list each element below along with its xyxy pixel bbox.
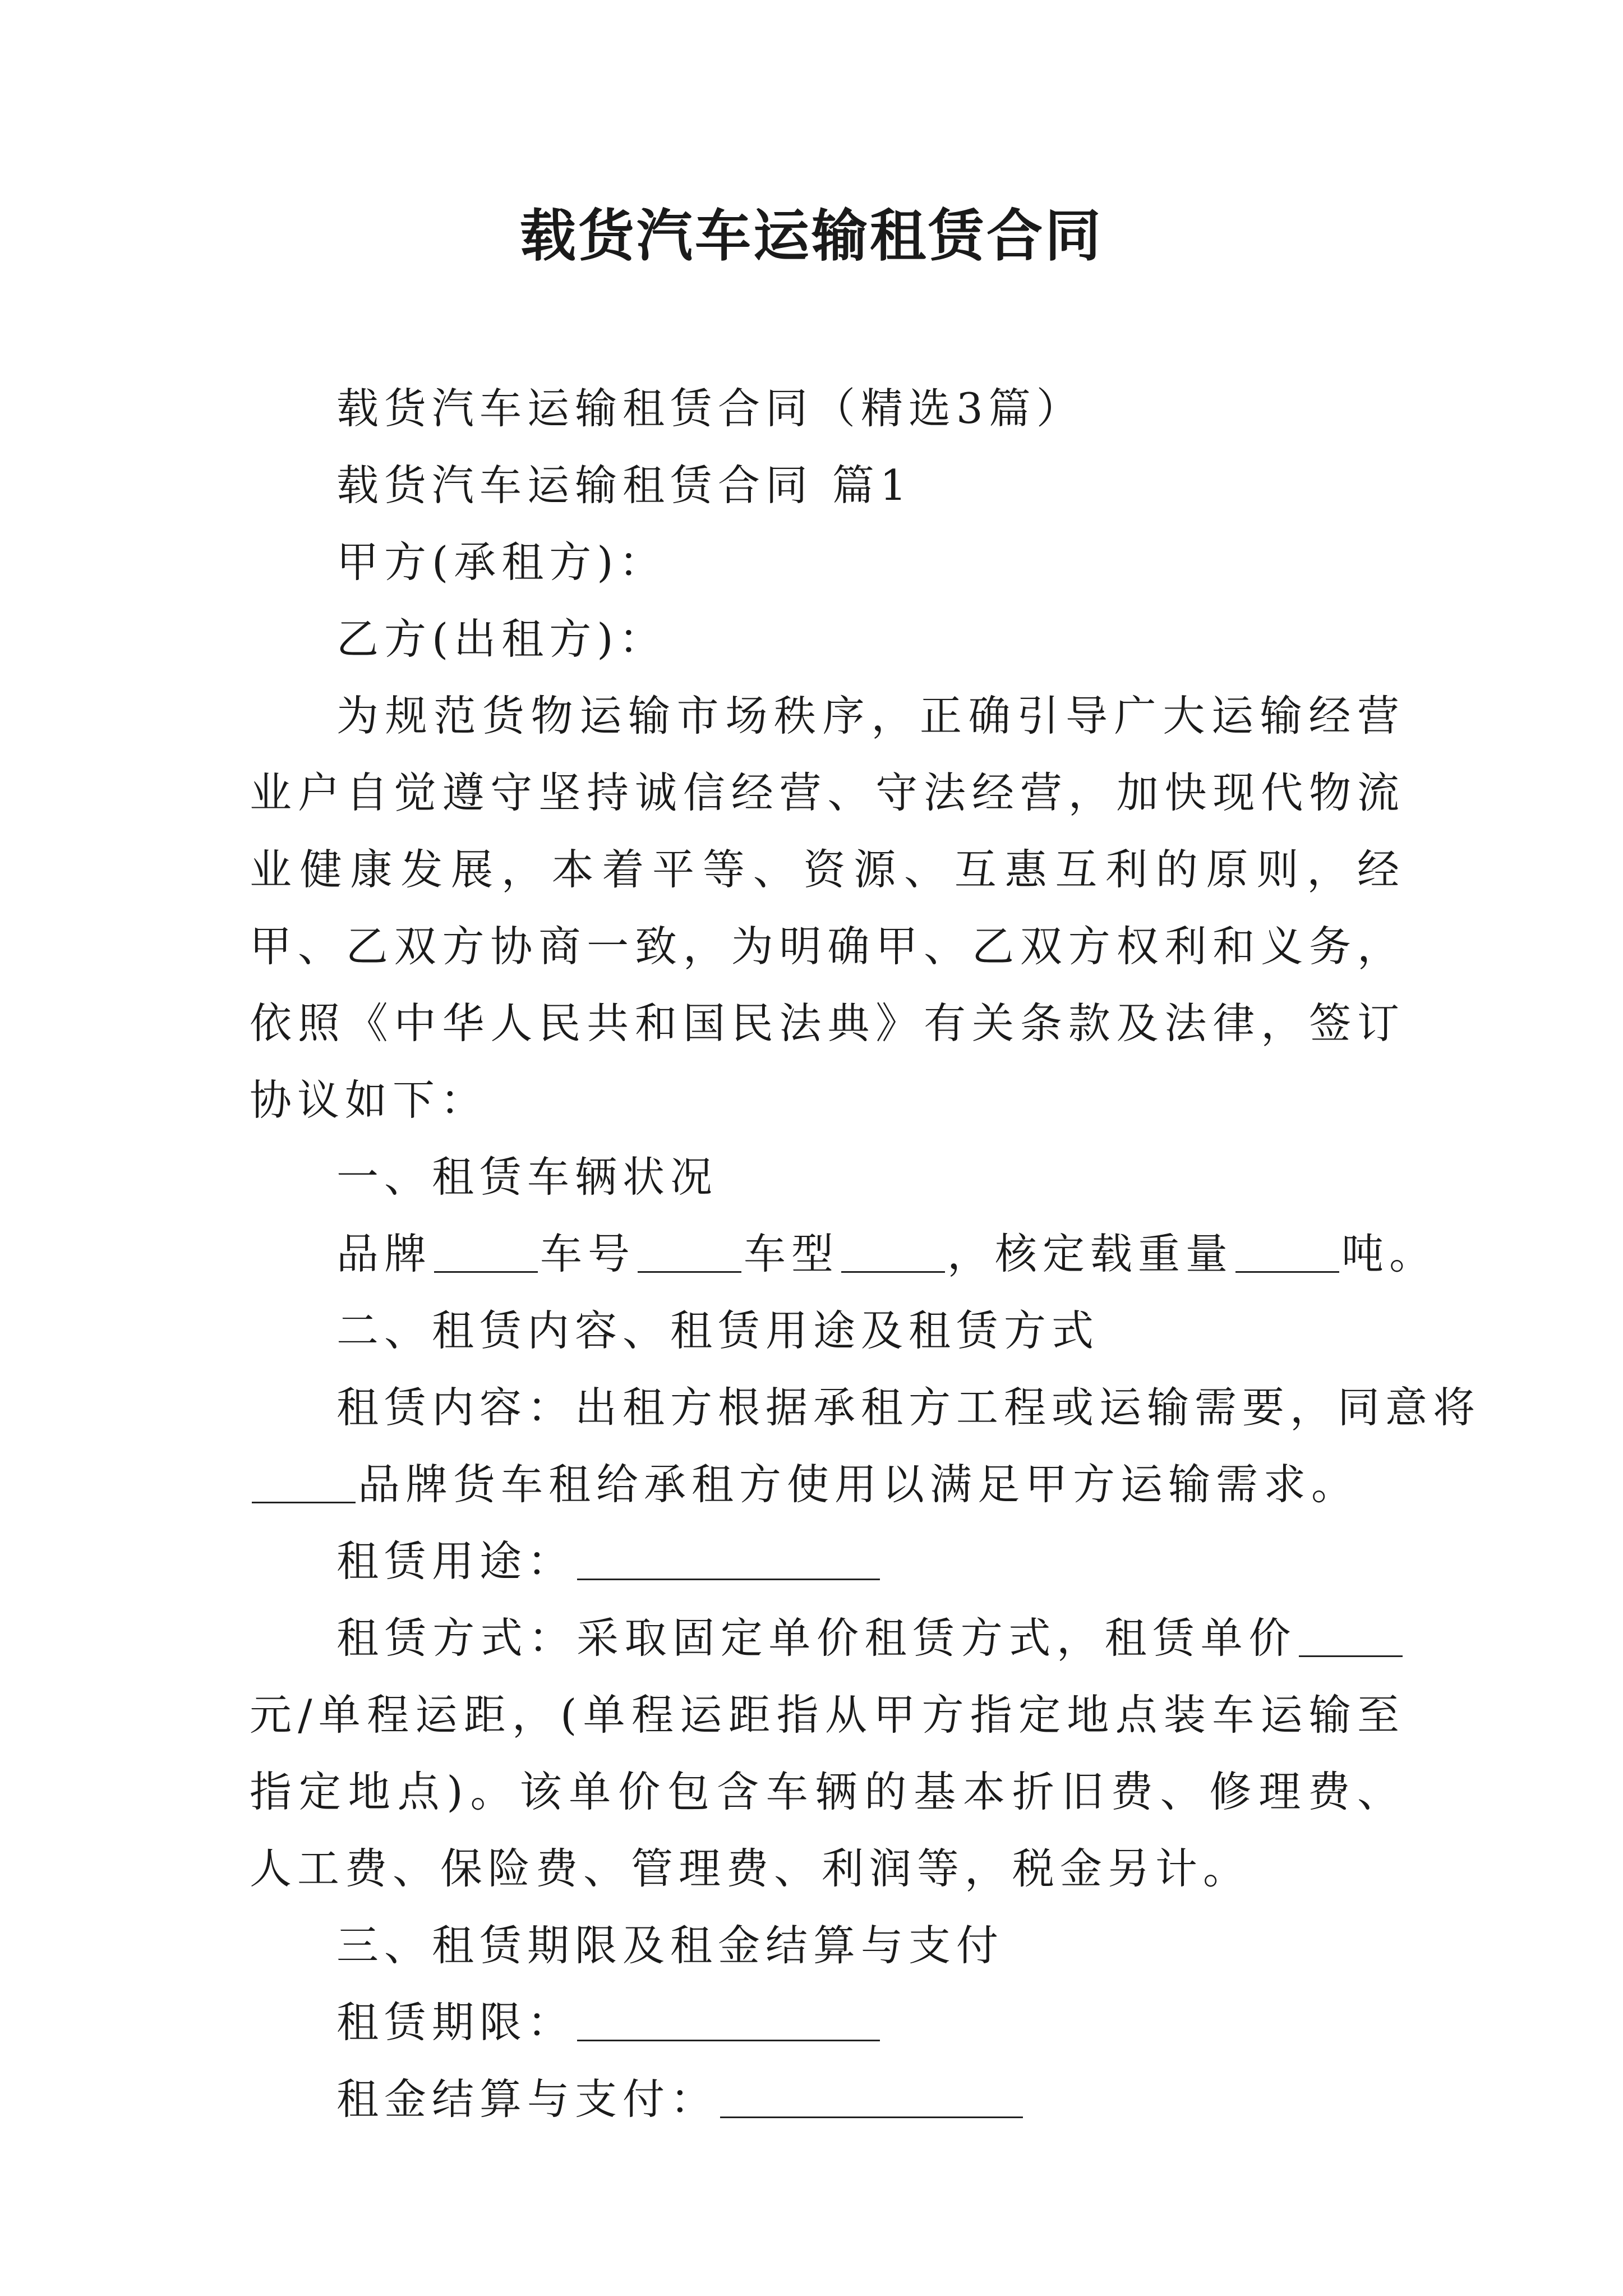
lease-content-line-1: 租赁内容：出租方根据承租方工程或运输需要，同意将 bbox=[336, 1383, 1481, 1432]
lease-content-rest: 品牌货车租给承租方使用以满足甲方运输需求。 bbox=[358, 1460, 1359, 1509]
document-body bbox=[250, 370, 1481, 2138]
party-b-line: 乙方(出租方)： bbox=[336, 614, 667, 664]
section-2-heading: 二、租赁内容、租赁用途及租赁方式 bbox=[336, 1306, 1100, 1355]
payment-label: 租金结算与支付： bbox=[336, 2074, 718, 2124]
lease-usage-line bbox=[250, 1523, 1405, 1600]
brand-label: 品牌 bbox=[336, 1229, 432, 1278]
brand-blank[interactable] bbox=[434, 1229, 538, 1273]
part-heading: 载货汽车运输租赁合同 篇1 bbox=[336, 461, 912, 510]
vehicle-info-line bbox=[250, 1216, 1437, 1292]
payment-blank[interactable] bbox=[720, 2074, 1023, 2118]
method-text-b: 元/单程运距，(单程运距指从甲方指定地点装车运输至指定地点)。该单价包含车辆的基本折旧费、修理费、人工费、保险费、管理费、利润等，税金另计。 bbox=[250, 1690, 1405, 1893]
usage-blank[interactable] bbox=[577, 1536, 880, 1580]
plate-label: 车号 bbox=[540, 1229, 636, 1278]
subtitle: 载货汽车运输租赁合同（精选3篇） bbox=[336, 384, 1084, 433]
usage-label: 租赁用途： bbox=[336, 1536, 575, 1586]
load-blank[interactable] bbox=[1235, 1229, 1339, 1273]
truck-brand-blank[interactable] bbox=[252, 1460, 356, 1503]
unit-price-blank[interactable] bbox=[1299, 1613, 1403, 1657]
lease-method-paragraph bbox=[250, 1600, 1405, 1907]
document-title: 载货汽车运输租赁合同 bbox=[520, 203, 1103, 269]
section-1-heading: 一、租赁车辆状况 bbox=[336, 1152, 718, 1202]
model-blank[interactable] bbox=[841, 1229, 945, 1273]
lease-content-line-2 bbox=[250, 1446, 1405, 1523]
ton-unit: 吨。 bbox=[1341, 1229, 1437, 1278]
method-text-a: 租赁方式：采取固定单价租赁方式，租赁单价 bbox=[336, 1613, 1297, 1663]
term-label: 租赁期限： bbox=[336, 1998, 575, 2047]
party-a-line: 甲方(承租方)： bbox=[336, 537, 667, 587]
load-label: ，核定载重量 bbox=[947, 1229, 1234, 1278]
term-blank[interactable] bbox=[577, 1998, 880, 2041]
preamble-paragraph: 为规范货物运输市场秩序，正确引导广大运输经营业户自觉遵守坚持诚信经营、守法经营，加快现代物流业健康发展，本着平等、资源、互惠互利的原则，经甲、乙双方协商一致，为明确甲、乙双方权利和义务，依照《中华人民共和国民法典》有关条款及法律，签订协议如下： bbox=[250, 691, 1405, 1125]
model-label: 车型 bbox=[744, 1229, 840, 1278]
plate-blank[interactable] bbox=[638, 1229, 741, 1273]
payment-line bbox=[250, 2061, 1405, 2138]
lease-term-line bbox=[250, 1984, 1405, 2061]
section-3-heading: 三、租赁期限及租金结算与支付 bbox=[336, 1921, 1004, 1970]
